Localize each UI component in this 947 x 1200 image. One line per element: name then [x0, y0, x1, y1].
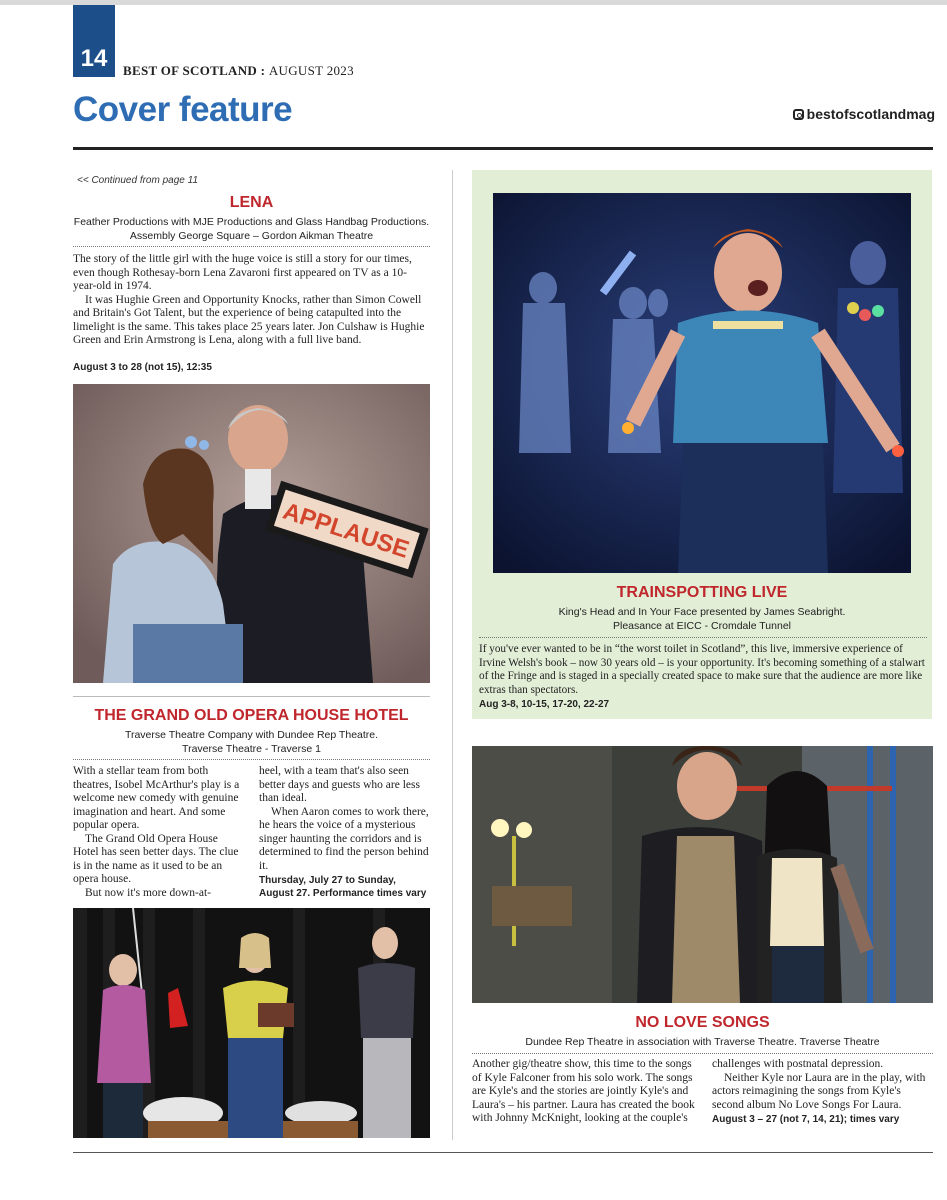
instagram-icon: [793, 109, 804, 120]
opera-col2-paragraph-2: When Aaron comes to work there, he hears the voice of a mysterious singer haunting the corridors and is determined to find the person behind it.: [259, 805, 429, 872]
footer-rule: [73, 1152, 933, 1153]
opera-dotted-rule: [73, 759, 430, 760]
trainspotting-photo-illustration: [493, 193, 911, 573]
nolove-column-2: [712, 1058, 933, 1127]
lena-dotted-rule: [73, 246, 430, 247]
trainspotting-paragraph-1: If you've ever wanted to be in “the worst toilet in Scotland”, this live, immersive experience of Irvine Welsh's book – now 30 years old – is your opportunity. It's becoming something of a stalwart of the Fringe and is staged in a specially created space to make sure that the audience are more like extras than spectators.: [479, 643, 925, 696]
nolove-headline: NO LOVE SONGS: [635, 1014, 770, 1031]
nolove-col2-paragraph-2: Neither Kyle nor Laura are in the play, with actors reimagining the songs from Kyle's second album No Love Songs For Laura.: [712, 1071, 926, 1111]
lena-credits: [73, 215, 430, 243]
lena-body: [73, 253, 430, 348]
opera-credit-line-1: Traverse Theatre Company with Dundee Rep Theatre.: [124, 729, 379, 741]
lena-headline: LENA: [229, 194, 274, 211]
header-rule: [73, 147, 933, 150]
trainspotting-dates: Aug 3-8, 10-15, 17-20, 22-27: [479, 699, 610, 710]
opera-credits: [73, 728, 430, 756]
nolove-col2-paragraph-1: challenges with postnatal depression.: [712, 1058, 884, 1070]
trainspotting-credit-line-2: Pleasance at EICC - Cromdale Tunnel: [612, 620, 791, 632]
nolove-credit-line-1: Dundee Rep Theatre in association with Traverse Theatre. Traverse Theatre: [525, 1036, 880, 1048]
opera-column-2: [259, 765, 431, 900]
lena-bottom-rule: [73, 696, 430, 697]
lena-photo: [73, 384, 430, 683]
lena-credit-line-2: Assembly George Square – Gordon Aikman Theatre: [129, 230, 374, 242]
lena-dates: August 3 to 28 (not 15), 12:35: [73, 362, 212, 373]
opera-dates: Thursday, July 27 to Sunday, August 27. Performance times vary: [259, 875, 427, 899]
lena-credit-line-1: Feather Productions with MJE Productions and Glass Handbag Productions.: [73, 216, 430, 228]
opera-photo: [73, 908, 430, 1138]
social-handle[interactable]: [793, 106, 935, 122]
continued-note: << Continued from page 11: [77, 175, 199, 186]
trainspotting-credit-line-1: King's Head and In Your Face presented by James Seabright.: [558, 606, 846, 618]
nolove-photo: [472, 746, 933, 1003]
opera-credit-line-2: Traverse Theatre - Traverse 1: [182, 743, 321, 755]
issue-date: AUGUST 2023: [268, 63, 354, 78]
nolove-dotted-rule: [472, 1053, 933, 1054]
opera-col1-paragraph-2: The Grand Old Opera House Hotel has seen better days. The clue is in the name as it used to be an opera house.: [73, 832, 239, 885]
trainspotting-headline: TRAINSPOTTING LIVE: [616, 584, 788, 601]
top-edge-strip: [0, 0, 947, 5]
nolove-col1-paragraph-1: Another gig/theatre show, this time to the songs of Kyle Falconer from his solo work. The songs are Kyle's and the stories are jointly Kyle's and Laura's – his partner. Laura has created the book with Johnny McKnight, looking at the couple's: [472, 1058, 695, 1124]
trainspotting-dotted-rule: [479, 637, 927, 638]
opera-col1-paragraph-3: But now it's more down-at-: [85, 886, 212, 899]
opera-col1-paragraph-1: With a stellar team from both theatres, Isobel McArthur's play is a welcome new comedy with genuine imagination and heart. And some popular opera.: [73, 765, 240, 831]
lena-photo-illustration: [73, 384, 430, 683]
opera-headline: THE GRAND OLD OPERA HOUSE HOTEL: [94, 707, 409, 724]
lena-paragraph-2: It was Hughie Green and Opportunity Knocks, rather than Simon Cowell and Britain's Got Talent, but the experience of being catapulted into the limelight is the same. This takes place 25 years later. Jon Culshaw is Hughie Green and Erin Armstrong is Lena, along with a full live band.: [73, 293, 425, 346]
social-handle-text: bestofscotlandmag: [806, 106, 935, 122]
masthead: [123, 63, 354, 79]
column-divider: [452, 170, 453, 1140]
nolove-credits: [472, 1035, 933, 1049]
nolove-dates: August 3 – 27 (not 7, 14, 21); times vary: [712, 1114, 900, 1125]
opera-column-1: [73, 765, 243, 900]
trainspotting-photo: [493, 193, 911, 573]
opera-col2-paragraph-1: heel, with a team that's also seen better days and guests who are less than ideal.: [259, 765, 420, 804]
nolove-column-1: [472, 1058, 697, 1126]
nolove-photo-illustration: [472, 746, 933, 1003]
page-number: 14: [73, 5, 115, 77]
lena-paragraph-1: The story of the little girl with the huge voice is still a story for our times, even though Rothesay-born Lena Zavaroni first appeared on TV as a 10-year-old in 1974.: [73, 253, 412, 292]
opera-photo-illustration: [73, 908, 430, 1138]
trainspotting-body: [479, 643, 927, 697]
section-title: Cover feature: [73, 90, 293, 129]
publication-name: BEST OF SCOTLAND :: [123, 63, 266, 78]
trainspotting-credits: [493, 605, 911, 633]
applause-sign-text: APPLAUSE: [279, 497, 413, 564]
